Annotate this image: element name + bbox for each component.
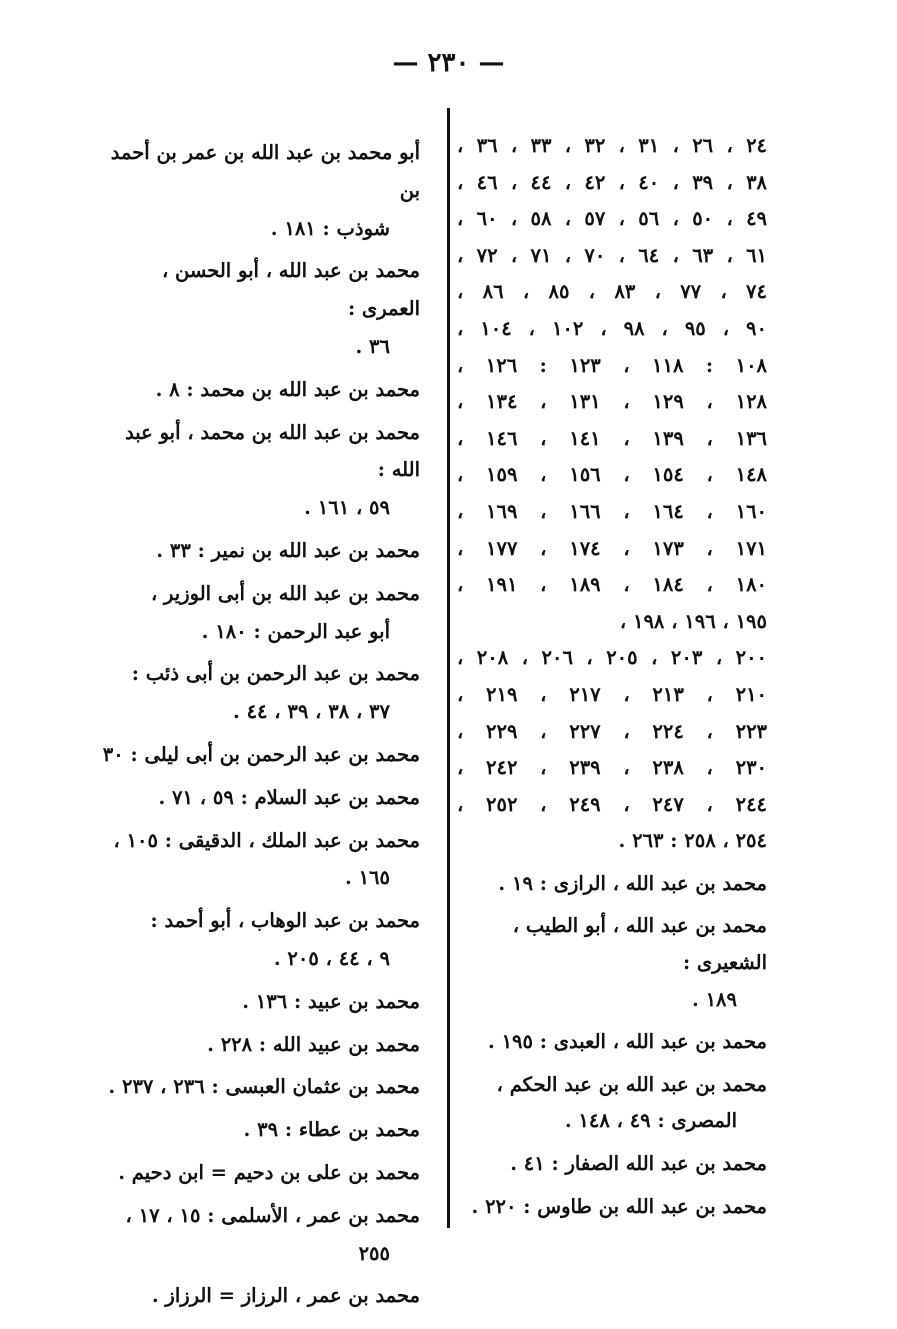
index-entry <box>457 866 767 903</box>
entry-heading: محمد بن عبيد : ١٣٦ . <box>242 989 420 1013</box>
reference-line: ٩٠ ، ٩٥ ، ٩٨ ، ١٠٢ ، ١٠٤ ، <box>457 316 767 340</box>
entry-continuation: أبو عبد الرحمن : ١٨٠ . <box>201 619 390 643</box>
index-entry <box>98 134 420 247</box>
column-divider <box>447 108 450 1228</box>
index-entry <box>98 779 420 817</box>
entry-continuation: ٢٥٥ <box>358 1241 390 1265</box>
entry-heading: محمد بن عبد الملك ، الدقيقى : ١٠٥ ، <box>113 828 420 852</box>
reference-line: ٢٢٣ ، ٢٢٤ ، ٢٢٧ ، ٢٢٩ ، <box>457 719 768 743</box>
entry-continuation: ٣٦ . <box>355 334 390 358</box>
index-entry <box>98 822 420 898</box>
index-entry <box>98 1068 420 1106</box>
index-entry <box>98 1197 420 1273</box>
reference-line: ٢٣٠ ، ٢٣٨ ، ٢٣٩ ، ٢٤٢ ، <box>457 756 768 780</box>
entry-heading: محمد بن عطاء : ٣٩ . <box>243 1118 420 1142</box>
entry-continuation: ٣٧ ، ٣٨ ، ٣٩ ، ٤٤ . <box>232 700 390 724</box>
entry-heading: محمد بن على بن دحيم = ابن دحيم . <box>118 1160 420 1184</box>
page-references <box>457 128 767 860</box>
index-entry <box>98 252 420 365</box>
reference-line: ١٦٠ ، ١٦٤ ، ١٦٦ ، ١٦٩ ، <box>457 499 768 523</box>
index-entry <box>98 1026 420 1064</box>
entry-heading: محمد بن عمر ، الأسلمى : ١٥ ، ١٧ ، <box>125 1203 420 1227</box>
entry-heading: محمد بن عبد الله بن طاوس : ٢٢٠ . <box>471 1194 767 1218</box>
entry-heading: محمد بن عبد الله بن نمير : ٣٣ . <box>156 538 420 562</box>
index-entry <box>98 1111 420 1149</box>
entry-heading: محمد بن عمر ، الرزاز = الرزاز . <box>151 1284 420 1308</box>
reference-line: ١٤٨ ، ١٥٤ ، ١٥٦ ، ١٥٩ ، <box>457 463 768 487</box>
entry-heading: محمد بن عبد الوهاب ، أبو أحمد : <box>150 909 420 933</box>
reference-line: ١٠٨ : ١١٨ ، ١٢٣ : ١٢٦ ، <box>457 353 768 377</box>
entry-heading: محمد بن عبد الله بن محمد : ٨ . <box>155 377 420 401</box>
entry-heading: محمد بن عبد السلام : ٥٩ ، ٧١ . <box>158 785 420 809</box>
reference-line: ٢٤٤ ، ٢٤٧ ، ٢٤٩ ، ٢٥٢ ، <box>457 792 768 816</box>
entry-continuation: ١٨٩ . <box>692 987 737 1011</box>
index-entry <box>98 983 420 1021</box>
index-entry <box>98 655 420 731</box>
index-entry <box>98 414 420 527</box>
index-entry <box>457 1067 767 1140</box>
index-entry <box>457 908 767 1018</box>
entry-continuation: المصرى : ٤٩ ، ١٤٨ . <box>564 1109 737 1133</box>
entry-heading: محمد بن عبيد الله : ٢٢٨ . <box>207 1032 420 1056</box>
entry-heading: محمد بن عبد الرحمن بن أبى ليلى : ٣٠ <box>102 742 420 766</box>
entry-heading: محمد بن عبد الله ، العبدى : ١٩٥ . <box>488 1030 767 1054</box>
reference-line: ٣٨ ، ٣٩ ، ٤٠ ، ٤٢ ، ٤٤ ، ٤٦ ، <box>457 170 768 194</box>
entry-heading: أبو محمد بن عبد الله بن عمر بن أحمد بن <box>110 141 420 202</box>
entry-continuation: ١٦٥ . <box>345 866 390 890</box>
index-entry <box>98 902 420 978</box>
reference-line: ١٨٠ ، ١٨٤ ، ١٨٩ ، ١٩١ ، <box>457 573 768 597</box>
index-entry <box>457 1146 767 1183</box>
index-entry <box>98 1154 420 1192</box>
page-number: — ٢٣٠ — <box>392 48 505 78</box>
reference-line: ٦١ ، ٦٣ ، ٦٤ ، ٧٠ ، ٧١ ، ٧٢ ، <box>457 243 768 267</box>
entry-heading: محمد بن عثمان العبسى : ٢٣٦ ، ٢٣٧ . <box>108 1075 420 1099</box>
index-entry <box>98 736 420 774</box>
left-column <box>98 134 420 1320</box>
reference-line: ٤٩ ، ٥٠ ، ٥٦ ، ٥٧ ، ٥٨ ، ٦٠ ، <box>457 207 768 231</box>
right-column <box>457 128 767 1225</box>
reference-line: ١٢٨ ، ١٢٩ ، ١٣١ ، ١٣٤ ، <box>457 390 768 414</box>
entry-heading: محمد بن عبد الله الصفار : ٤١ . <box>510 1152 767 1176</box>
index-entry <box>98 532 420 570</box>
reference-line: ٢١٠ ، ٢١٣ ، ٢١٧ ، ٢١٩ ، <box>457 682 768 706</box>
entry-heading: محمد بن عبد الرحمن بن أبى ذئب : <box>131 662 420 686</box>
index-entry <box>457 1189 767 1226</box>
reference-line: ٧٤ ، ٧٧ ، ٨٣ ، ٨٥ ، ٨٦ ، <box>457 280 767 304</box>
reference-line: ٢٥٤ ، ٢٥٨ : ٢٦٣ . <box>618 829 767 853</box>
entry-heading: محمد بن عبد الله بن عبد الحكم ، <box>496 1072 767 1096</box>
entry-continuation: ٩ ، ٤٤ ، ٢٠٥ . <box>273 946 390 970</box>
index-entry <box>98 575 420 651</box>
reference-line: ٢٠٠ ، ٢٠٣ ، ٢٠٥ ، ٢٠٦ ، ٢٠٨ ، <box>457 646 768 670</box>
reference-line: ١٧١ ، ١٧٣ ، ١٧٤ ، ١٧٧ ، <box>457 536 768 560</box>
entry-continuation: ٥٩ ، ١٦١ . <box>304 496 390 520</box>
entry-heading: محمد بن عبد الله ، أبو الحسن ، العمرى : <box>161 259 420 321</box>
entry-continuation: شوذب : ١٨١ . <box>270 216 390 240</box>
index-entry <box>98 371 420 409</box>
reference-line: ١٩٥ ، ١٩٦ ، ١٩٨ ، <box>619 609 767 633</box>
index-entry <box>98 1277 420 1315</box>
entry-heading: محمد بن عبد الله بن محمد ، أبو عبد الله : <box>125 420 420 482</box>
entry-heading: محمد بن عبد الله ، الرازى : ١٩ . <box>498 871 767 895</box>
reference-line: ٢٤ ، ٢٦ ، ٣١ ، ٣٢ ، ٣٣ ، ٣٦ ، <box>457 134 768 157</box>
entry-heading: محمد بن عبد الله ، أبو الطيب ، الشعيرى : <box>512 914 767 975</box>
index-entry <box>457 1024 767 1061</box>
reference-line: ١٣٦ ، ١٣٩ ، ١٤١ ، ١٤٦ ، <box>457 426 768 450</box>
entry-heading: محمد بن عبد الله بن أبى الوزير ، <box>150 581 420 605</box>
